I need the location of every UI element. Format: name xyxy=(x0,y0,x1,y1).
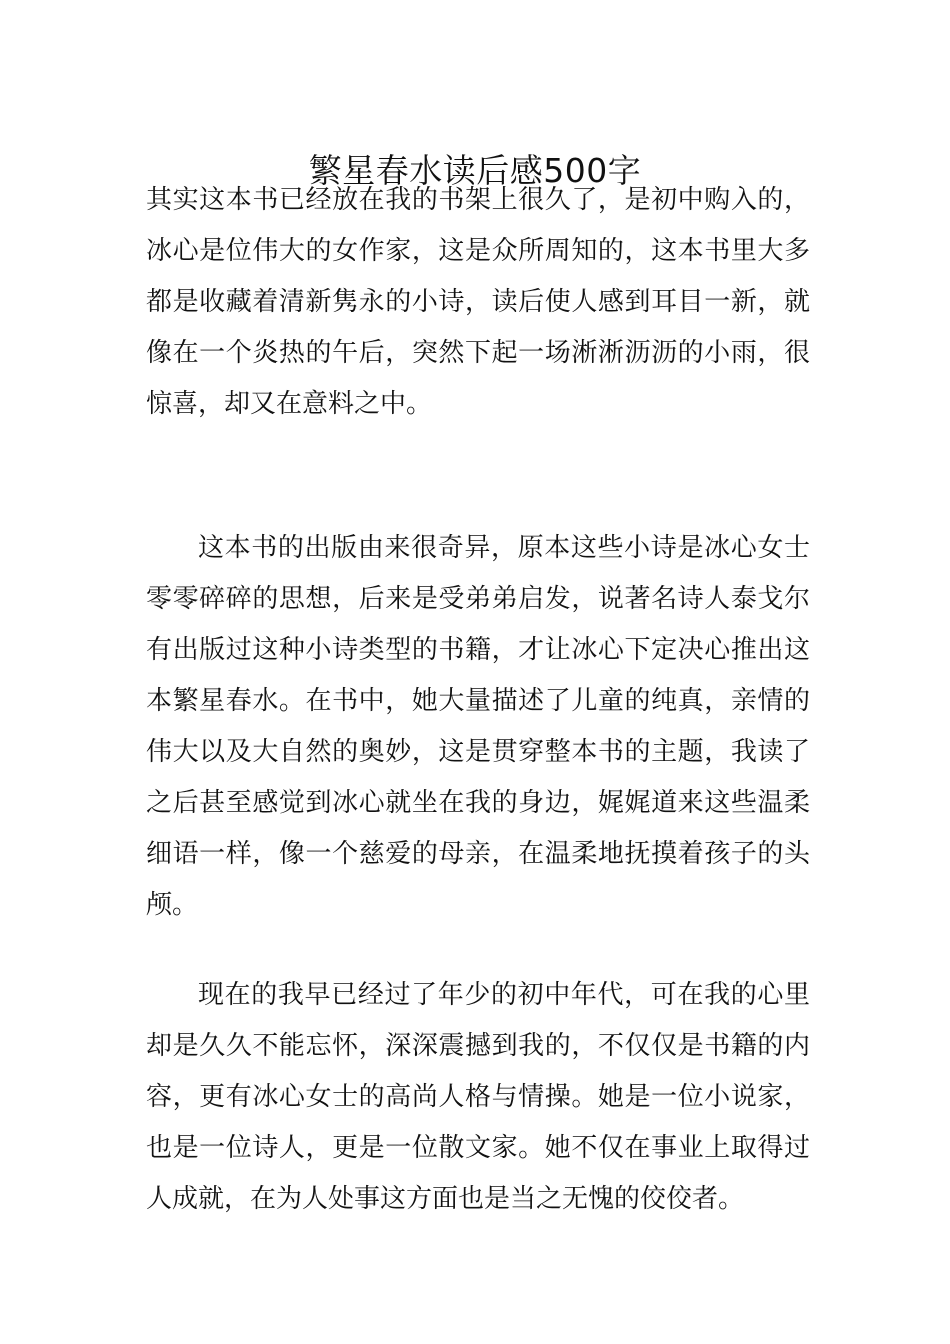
paragraph-3: 现在的我早已经过了年少的初中年代，可在我的心里却是久久不能忘怀，深深震撼到我的，不仅仅是书籍的内容，更有冰心女士的高尚人格与情操。她是一位小说家，也是一位诗人，更是一位散文家。她不仅在事业上取得过人成就，在为人处事这方面也是当之无愧的佼佼者。 xyxy=(146,980,810,1214)
paragraph-2: 这本书的出版由来很奇异，原本这些小诗是冰心女士零零碎碎的思想，后来是受弟弟启发，说著名诗人泰戈尔有出版过这种小诗类型的书籍，才让冰心下定决心推出这本繁星春水。在书中，她大量描述了儿童的纯真，亲情的伟大以及大自然的奥妙，这是贯穿整本书的主题，我读了之后甚至感觉到冰心就坐在我的身边，娓娓道来这些温柔细语一样，像一个慈爱的母亲，在温柔地抚摸着孩子的头颅。 xyxy=(146,533,810,920)
document-title: 繁星春水读后感500字 xyxy=(308,151,642,191)
paragraph-1: 其实这本书已经放在我的书架上很久了，是初中购入的，冰心是位伟大的女作家，这是众所周知的，这本书里大多都是收藏着清新隽永的小诗，读后使人感到耳目一新，就像在一个炎热的午后，突然下起一场淅淅沥沥的小雨，很惊喜，却又在意料之中。 xyxy=(146,185,810,419)
